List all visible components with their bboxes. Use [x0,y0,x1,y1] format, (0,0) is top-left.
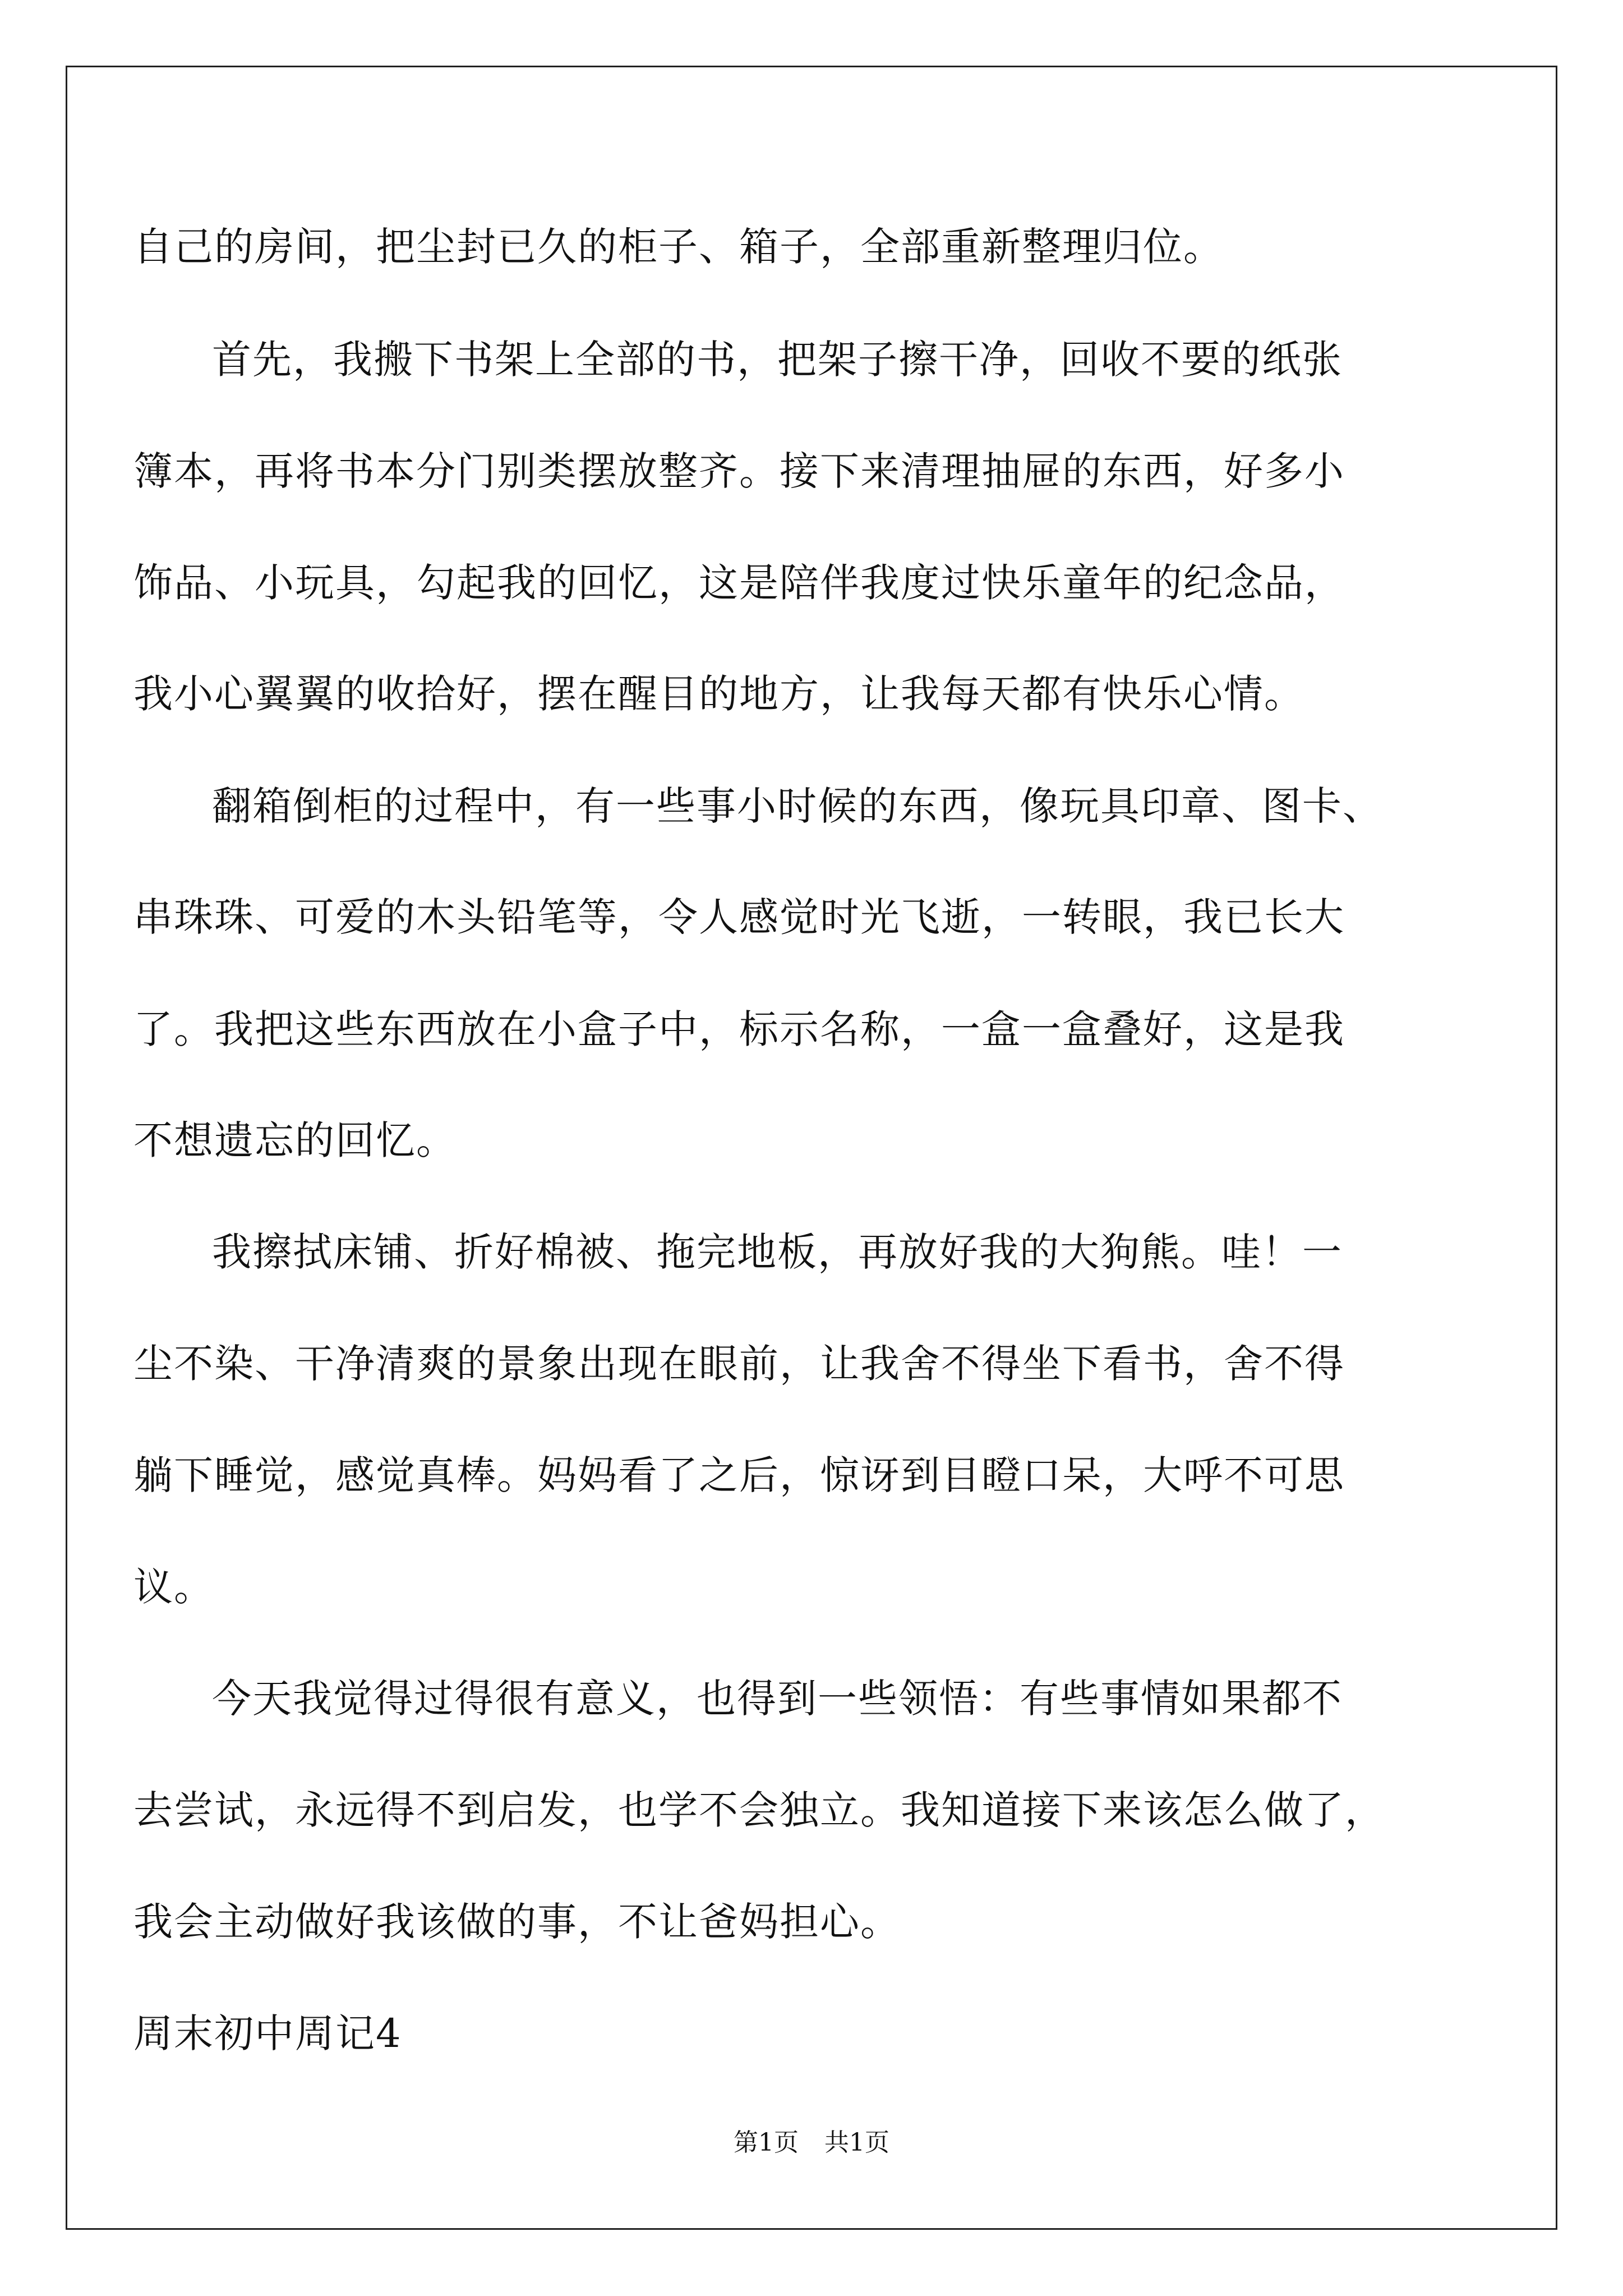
paragraph-2-line-4: 我小心翼翼的收拾好，摆在醒目的地方，让我每天都有快乐心情。 [133,671,1304,717]
page-number: 第1页 [734,2128,799,2157]
paragraph-4-line-2: 尘不染、干净清爽的景象出现在眼前，让我舍不得坐下看书，舍不得 [133,1341,1345,1387]
paragraph-5-line-3: 我会主动做好我该做的事，不让爸妈担心。 [133,1899,901,1945]
page-total: 共1页 [824,2128,889,2157]
paragraph-1-line-1: 自己的房间，把尘封已久的柜子、箱子，全部重新整理归位。 [133,224,1224,270]
section-heading: 周末初中周记4 [133,2010,402,2056]
paragraph-4-line-3: 躺下睡觉，感觉真棒。妈妈看了之后，惊讶到目瞪口呆，大呼不可思 [133,1452,1345,1498]
paragraph-3-line-3: 了。我把这些东西放在小盒子中，标示名称，一盒一盒叠好，这是我 [133,1006,1345,1052]
paragraph-2-line-1: 首先，我搬下书架上全部的书，把架子擦干净，回收不要的纸张 [212,337,1343,383]
page-footer [0,2126,1623,2160]
paragraph-3-line-1: 翻箱倒柜的过程中，有一些事小时候的东西，像玩具印章、图卡、 [212,783,1383,829]
paragraph-5-line-2: 去尝试，永远得不到启发，也学不会独立。我知道接下来该怎么做了， [133,1787,1385,1833]
paragraph-3-line-2: 串珠珠、可爱的木头铅笔等，令人感觉时光飞逝，一转眼，我已长大 [133,894,1345,940]
paragraph-4-line-4: 议。 [133,1564,214,1610]
paragraph-4-line-1: 我擦拭床铺、折好棉被、拖完地板，再放好我的大狗熊。哇！一 [212,1229,1343,1275]
paragraph-2-line-2: 簿本，再将书本分门别类摆放整齐。接下来清理抽屉的东西，好多小 [133,448,1345,494]
paragraph-2-line-3: 饰品、小玩具，勾起我的回忆，这是陪伴我度过快乐童年的纪念品， [133,560,1345,606]
paragraph-3-line-4: 不想遗忘的回忆。 [133,1117,457,1163]
paragraph-5-line-1: 今天我觉得过得很有意义，也得到一些领悟：有些事情如果都不 [212,1676,1343,1722]
